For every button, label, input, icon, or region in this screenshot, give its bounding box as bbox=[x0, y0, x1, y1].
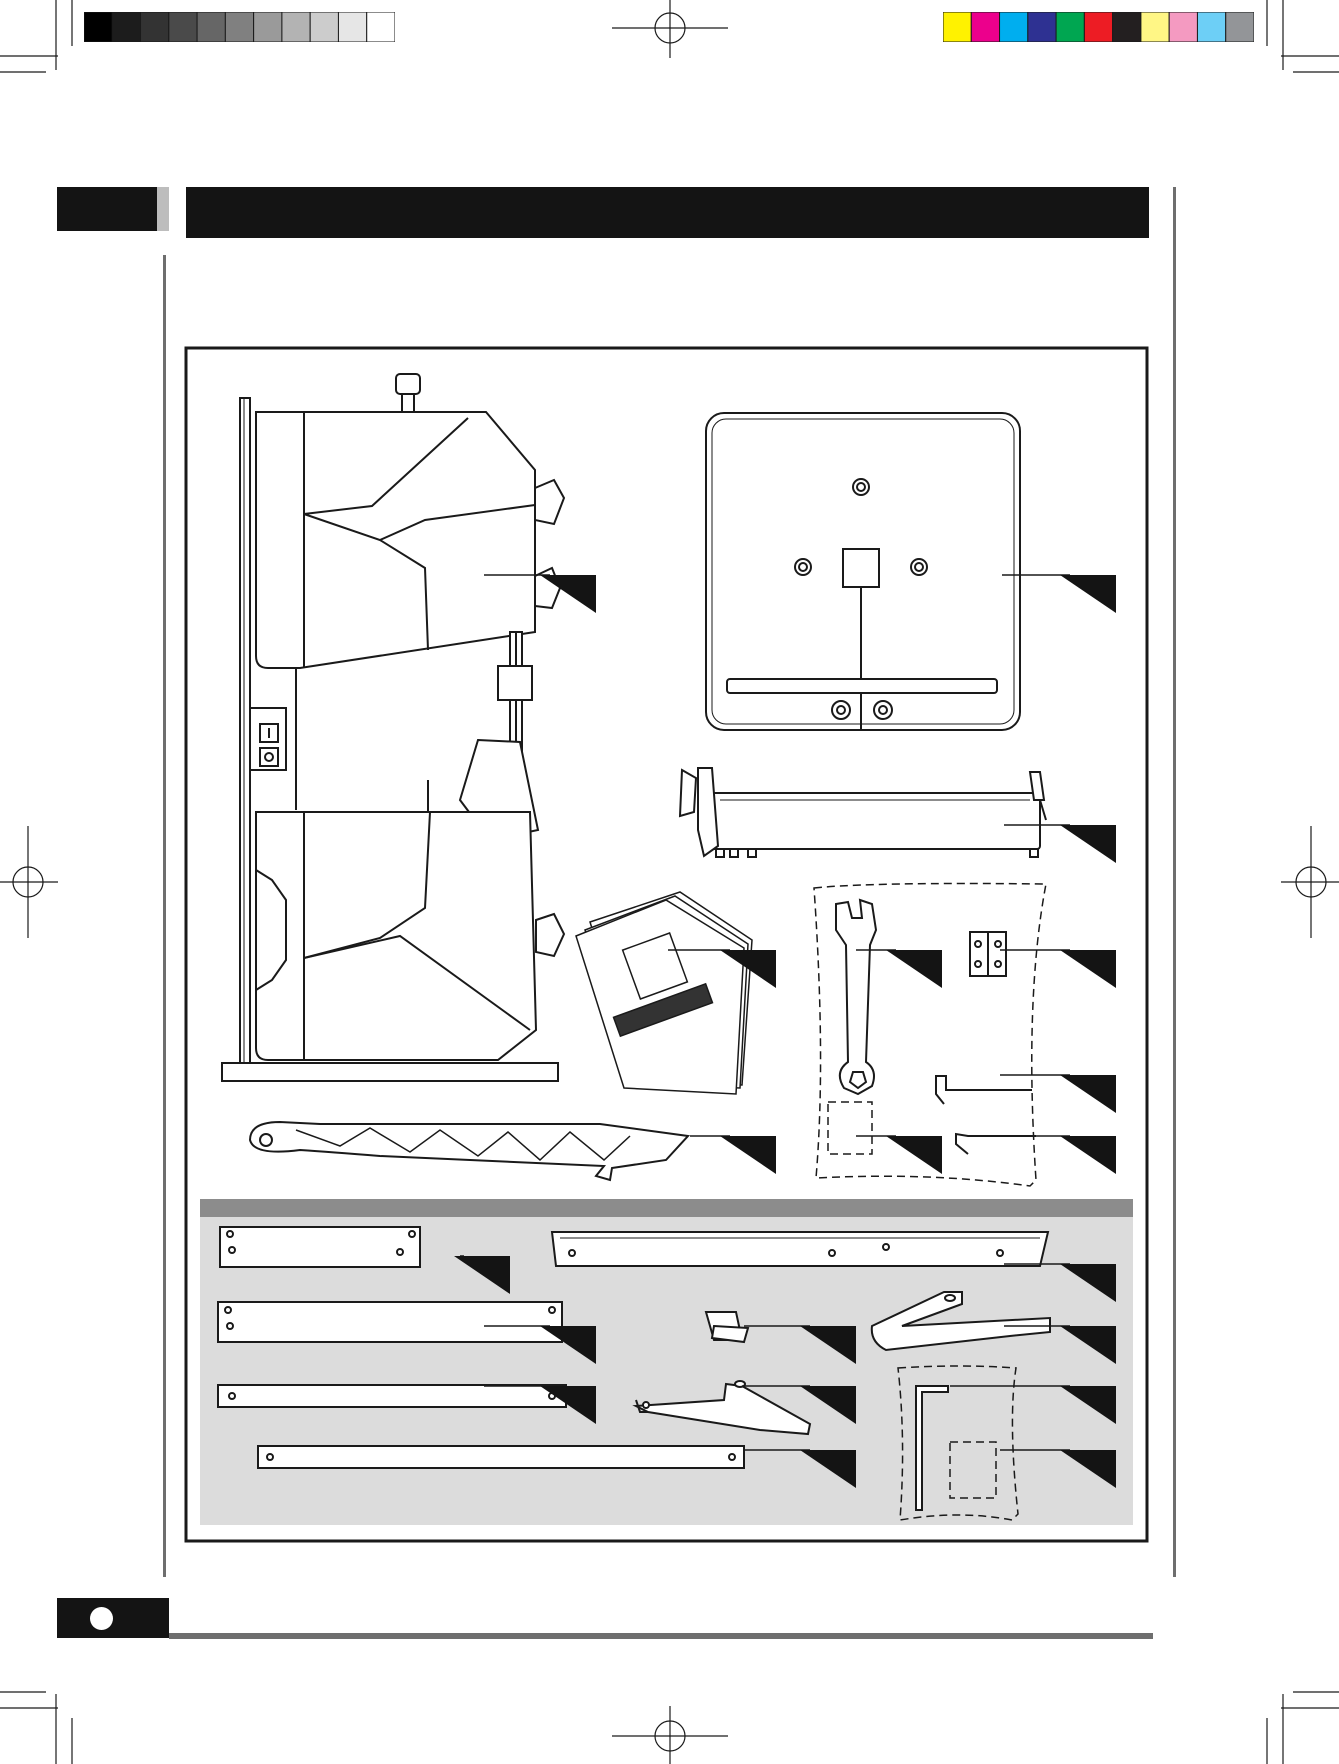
plate-icon bbox=[220, 1227, 420, 1267]
table-plate-icon bbox=[706, 413, 1020, 730]
hinge-icon bbox=[970, 932, 1006, 976]
rail-icon bbox=[552, 1232, 1048, 1266]
